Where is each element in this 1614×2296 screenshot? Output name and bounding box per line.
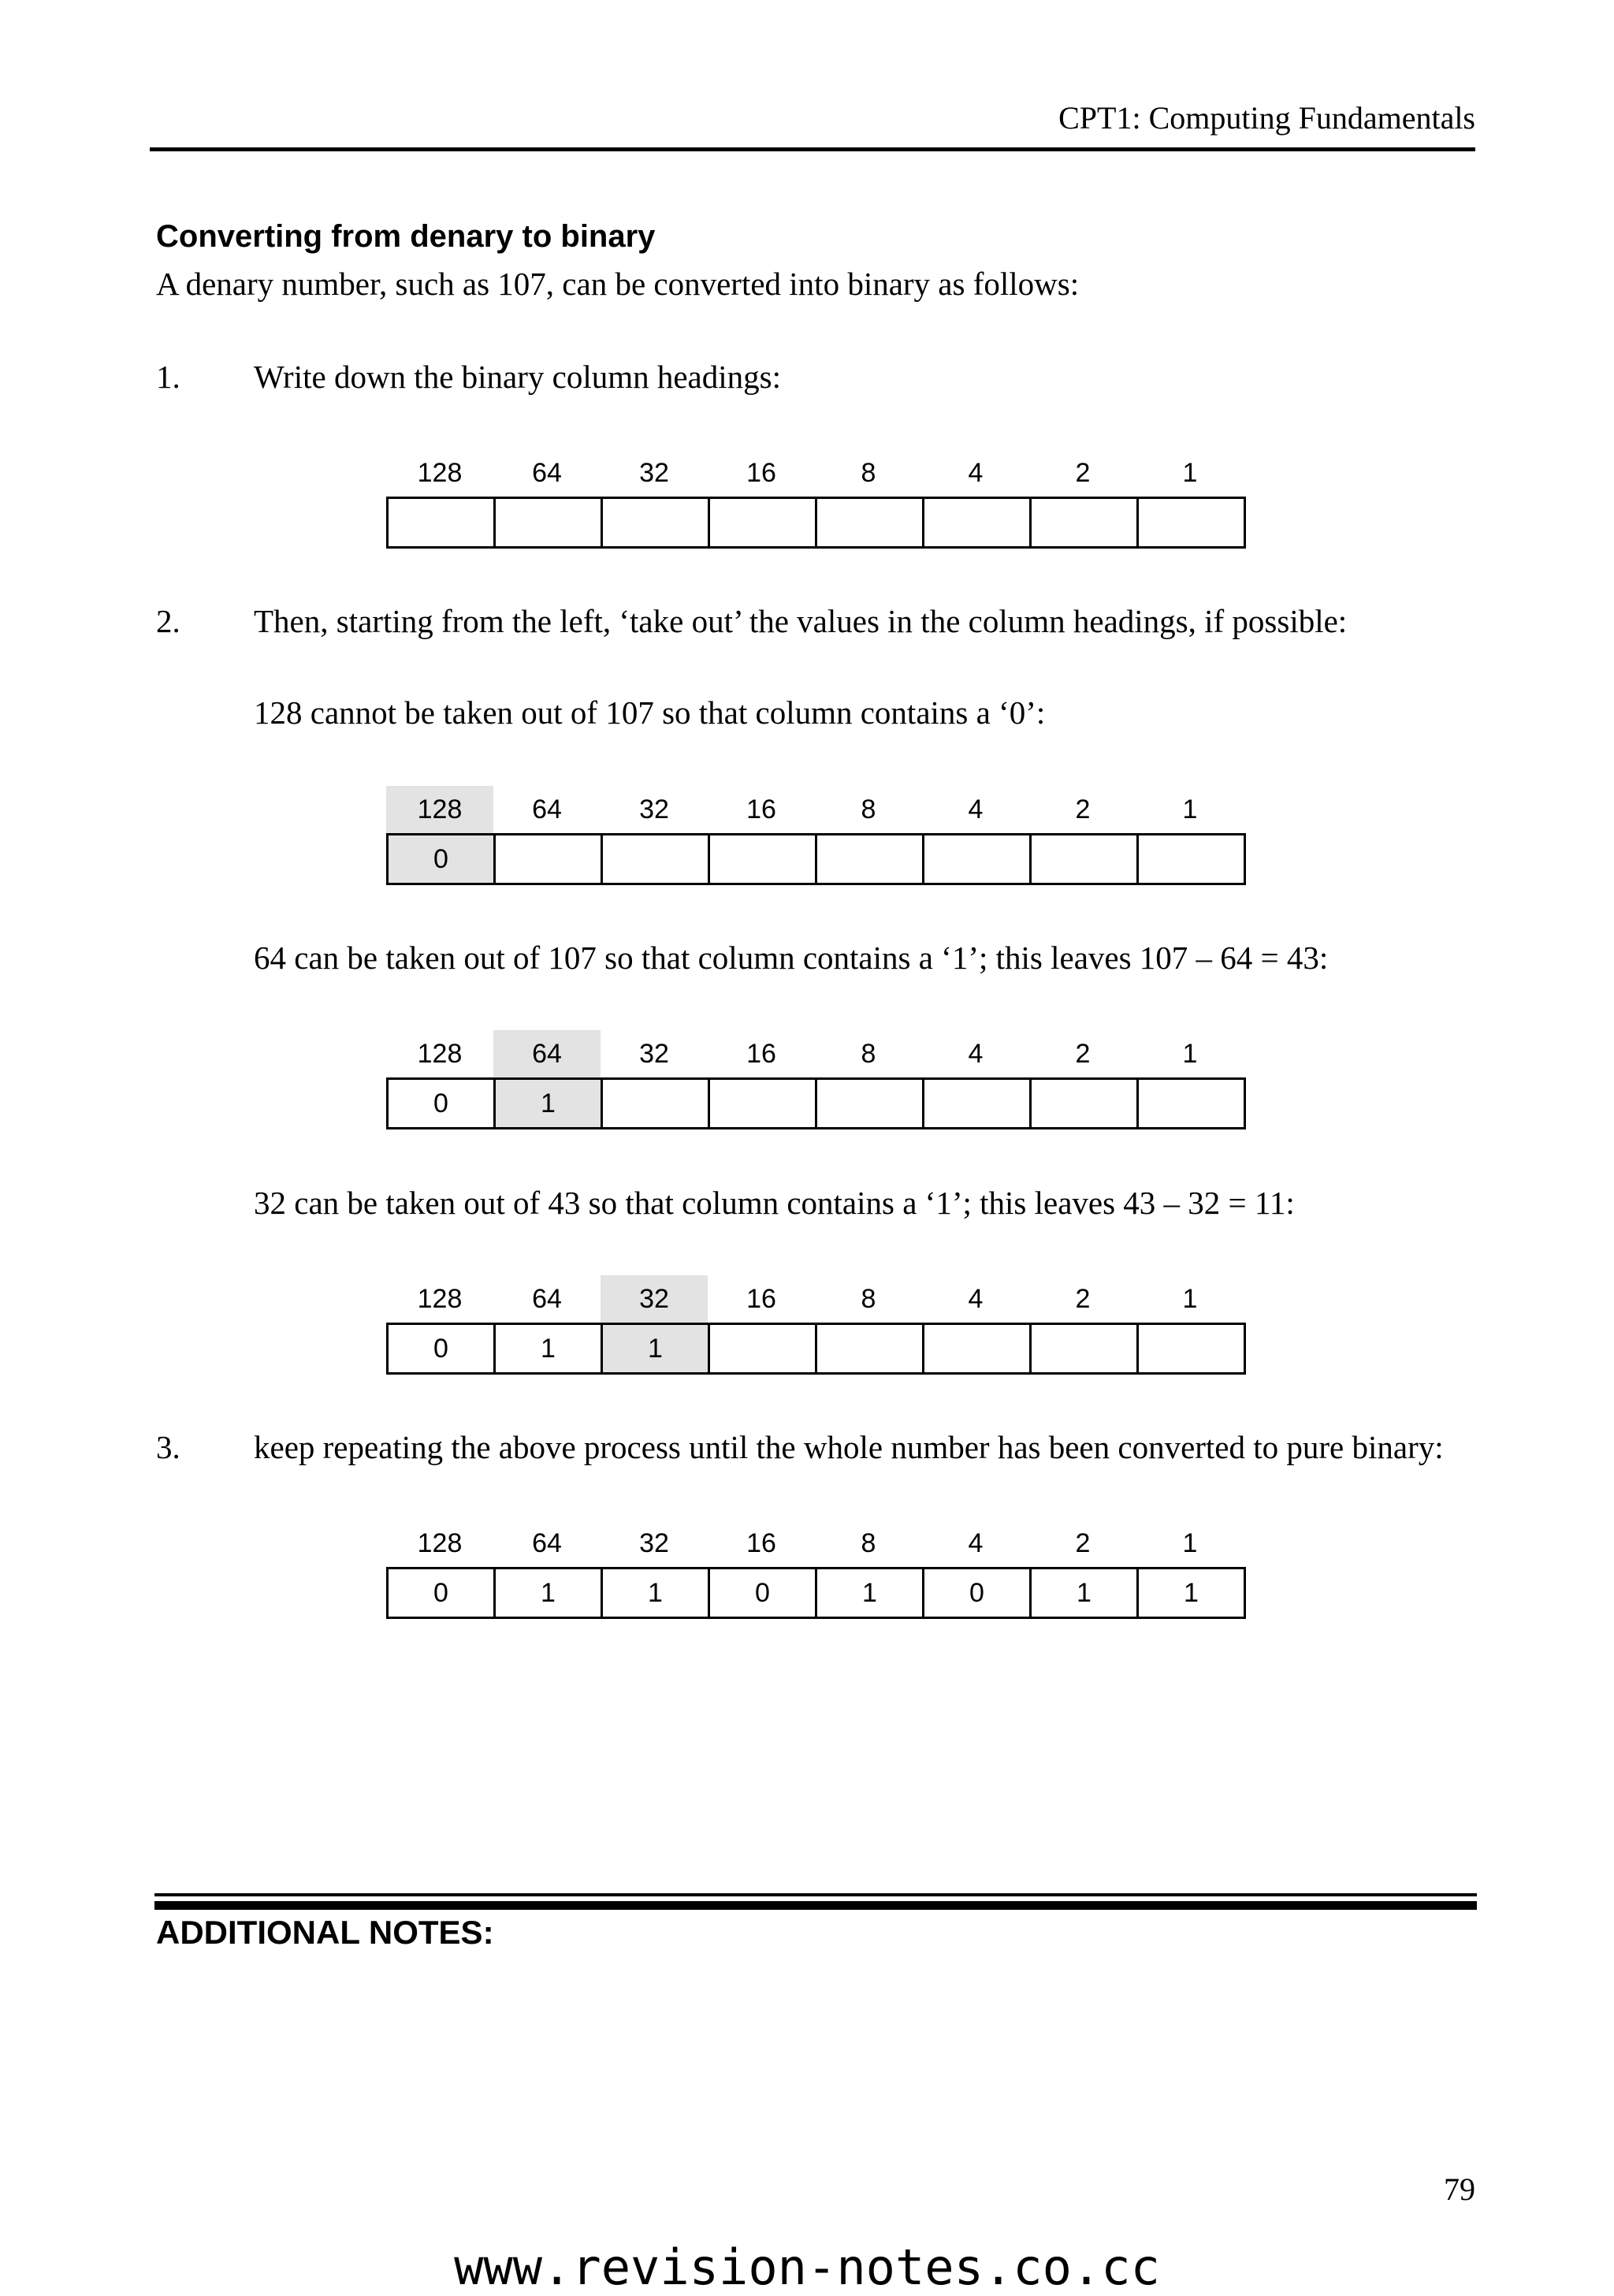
binary-digit-cell [496,499,603,546]
binary-digit-cell: 1 [817,1569,924,1617]
binary-digit-cell [817,499,924,546]
column-heading-row [386,786,1244,833]
column-heading: 8 [861,1528,876,1558]
column-heading: 128 [417,1528,463,1558]
column-heading: 2 [1075,1283,1091,1314]
column-heading: 1 [1182,794,1198,824]
column-heading: 2 [1075,1528,1091,1558]
binary-digit-cell: 0 [389,1569,496,1617]
binary-digit-cell: 1 [496,1325,603,1372]
binary-digit-cell: 0 [389,835,496,883]
binary-digit-cell: 0 [924,1569,1032,1617]
column-heading: 128 [386,786,493,833]
binary-digit-cell: 1 [603,1569,710,1617]
column-heading-row [386,449,1244,497]
binary-digit-cell [1032,835,1139,883]
column-heading: 1 [1182,1038,1198,1069]
column-heading: 4 [968,457,984,488]
column-heading: 8 [861,457,876,488]
binary-table-4 [386,1275,1244,1375]
step-3-number: 3. [156,1429,180,1465]
binary-digit-cell [1032,1080,1139,1127]
binary-digit-cell [1139,835,1246,883]
column-heading: 32 [639,1038,669,1069]
step-2b-text: 64 can be taken out of 107 so that column contains a ‘1’; this leaves 107 – 64 = 43: [254,940,1329,976]
section-heading: Converting from denary to binary [156,219,656,254]
binary-digit-cell [603,835,710,883]
header-rule [150,147,1475,151]
value-row [386,1323,1246,1375]
step-2a-text: 128 cannot be taken out of 107 so that column contains a ‘0’: [254,694,1046,731]
binary-table-1 [386,449,1244,549]
value-row [386,497,1246,549]
column-heading: 1 [1182,1528,1198,1558]
step-1-text: Write down the binary column headings: [254,359,781,395]
binary-digit-cell [710,835,817,883]
column-heading: 32 [639,1528,669,1558]
step-2c-text: 32 can be taken out of 43 so that column contains a ‘1’; this leaves 43 – 32 = 11: [254,1185,1295,1221]
binary-digit-cell [1139,1325,1246,1372]
column-heading: 64 [493,1030,601,1077]
binary-digit-cell [603,1080,710,1127]
column-heading-row [386,1030,1244,1077]
binary-digit-cell [924,1080,1032,1127]
column-heading: 64 [532,794,562,824]
binary-digit-cell [710,1080,817,1127]
binary-digit-cell: 1 [496,1569,603,1617]
step-2-text: Then, starting from the left, ‘take out’ the values in the column headings, if possible: [254,603,1348,639]
binary-digit-cell: 1 [1032,1569,1139,1617]
binary-digit-cell [817,835,924,883]
column-heading: 16 [746,1283,776,1314]
binary-digit-cell [1032,1325,1139,1372]
column-heading: 64 [532,457,562,488]
binary-digit-cell [1139,499,1246,546]
binary-digit-cell: 1 [1139,1569,1246,1617]
binary-digit-cell: 0 [389,1080,496,1127]
binary-digit-cell: 0 [710,1569,817,1617]
column-heading: 128 [417,1283,463,1314]
column-heading: 1 [1182,1283,1198,1314]
binary-digit-cell [710,499,817,546]
binary-digit-cell [924,499,1032,546]
footer-url: www.revision-notes.co.cc [454,2238,1160,2296]
column-heading: 8 [861,1038,876,1069]
intro-paragraph: A denary number, such as 107, can be converted into binary as follows: [156,266,1080,302]
column-heading: 16 [746,1038,776,1069]
column-heading: 8 [861,1283,876,1314]
column-heading: 8 [861,794,876,824]
binary-digit-cell [389,499,496,546]
value-row [386,1077,1246,1129]
column-heading: 2 [1075,794,1091,824]
column-heading: 64 [532,1528,562,1558]
binary-table-3 [386,1030,1244,1129]
binary-digit-cell [817,1325,924,1372]
binary-digit-cell [603,499,710,546]
column-heading: 4 [968,794,984,824]
binary-digit-cell: 1 [496,1080,603,1127]
column-heading: 16 [746,794,776,824]
column-heading: 1 [1182,457,1198,488]
binary-digit-cell: 0 [389,1325,496,1372]
column-heading: 64 [532,1283,562,1314]
step-2-number: 2. [156,603,180,639]
binary-digit-cell [1032,499,1139,546]
column-heading: 128 [417,1038,463,1069]
column-heading: 32 [601,1275,708,1323]
column-heading: 16 [746,1528,776,1558]
column-heading-row [386,1520,1244,1567]
binary-table-2 [386,786,1244,885]
column-heading: 32 [639,457,669,488]
binary-digit-cell [496,835,603,883]
column-heading: 128 [417,457,463,488]
column-heading: 16 [746,457,776,488]
step-3-text: keep repeating the above process until the whole number has been converted to pure binary: [254,1429,1444,1465]
value-row [386,1567,1246,1619]
binary-digit-cell [1139,1080,1246,1127]
step-1-number: 1. [156,359,180,395]
binary-digit-cell [924,1325,1032,1372]
running-header: CPT1: Computing Fundamentals [1058,100,1475,136]
column-heading: 2 [1075,1038,1091,1069]
binary-digit-cell: 1 [603,1325,710,1372]
binary-table-5 [386,1520,1244,1619]
column-heading: 4 [968,1283,984,1314]
notes-rule-thin [154,1893,1477,1896]
column-heading: 2 [1075,457,1091,488]
page-number: 79 [1444,2171,1475,2207]
additional-notes-title: ADDITIONAL NOTES: [156,1914,494,1951]
column-heading: 4 [968,1038,984,1069]
value-row [386,833,1246,885]
column-heading: 32 [639,794,669,824]
binary-digit-cell [710,1325,817,1372]
binary-digit-cell [924,835,1032,883]
column-heading: 4 [968,1528,984,1558]
column-heading-row [386,1275,1244,1323]
binary-digit-cell [817,1080,924,1127]
